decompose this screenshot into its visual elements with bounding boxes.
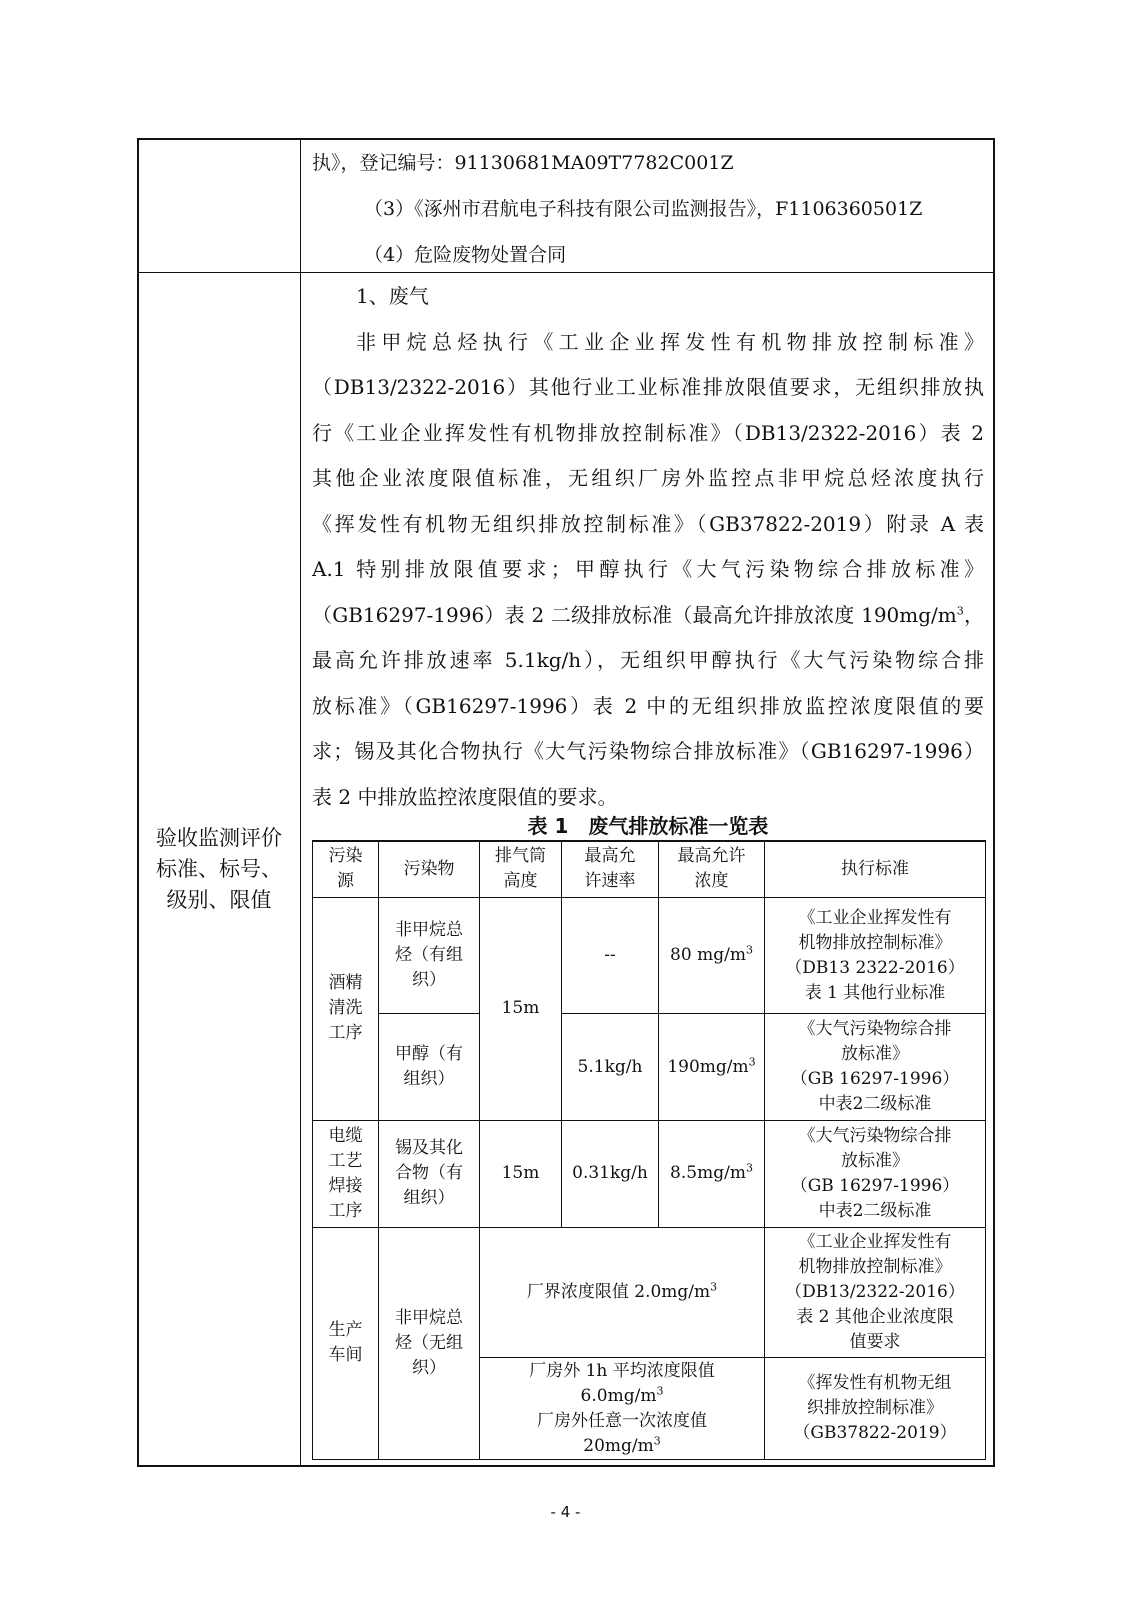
- boundary-limit-value: 厂界浓度限值 2.0mg/m: [526, 1282, 711, 1303]
- cell-source: 酒精 清洗 工序: [313, 897, 379, 1120]
- superscript: 3: [656, 1384, 664, 1398]
- section-heading: 1、废气: [356, 284, 429, 308]
- header-source: 污染 源: [313, 841, 379, 897]
- standards-text: [312, 274, 984, 820]
- superscript: 3: [653, 1434, 661, 1448]
- reference-item-3: （3）《涿州市君航电子科技有限公司监测报告》，F1106360501Z: [364, 198, 923, 220]
- cell-max-rate: --: [562, 897, 659, 1014]
- concentration-value: 8.5mg/m: [670, 1163, 746, 1184]
- body-line: 最高允许排放速率 5.1kg/h），无组织甲醇执行《大气污染物综合排: [312, 648, 984, 672]
- single-limit-value: $20mg/m^3$: [583, 1434, 661, 1456]
- header-pollutant: 污染物: [379, 841, 480, 897]
- cell-standard: 《大气污染物综合排 放标准》 （GB 16297-1996） 中表2二级标准: [765, 1014, 986, 1121]
- concentration-value: 80 mg/m: [670, 945, 746, 966]
- outside-limit-value: $6.0mg/m^3$: [580, 1384, 664, 1406]
- body-line: 求；锡及其化合物执行《大气污染物综合排放标准》（GB16297-1996）: [312, 739, 984, 763]
- cell-standard: 《挥发性有机物无组 织排放控制标准》 （GB37822-2019）: [765, 1358, 986, 1460]
- page-number: - 4 -: [550, 1503, 581, 1521]
- body-line: 放标准》（GB16297-1996）表 2 中的无组织排放监控浓度限值的要: [312, 693, 984, 718]
- cell-pollutant: 非甲烷总 烃（无组 织）: [379, 1227, 480, 1459]
- body-line: （DB13/2322-2016）其他行业工业标准排放限值要求，无组织排放执: [312, 375, 984, 399]
- body-line: A.1 特别排放限值要求；甲醇执行《大气污染物综合排放标准》: [312, 557, 984, 581]
- registration-line: 执》，登记编号：91130681MA09T7782C001Z: [312, 152, 734, 174]
- cell-pollutant: 锡及其化 合物（有 组织）: [379, 1121, 480, 1228]
- row-label-line-3: 级别、限值: [166, 888, 272, 912]
- cell-outside-limits: [480, 1358, 765, 1460]
- header-stack-height: 排气筒 高度: [480, 841, 562, 897]
- superscript: 3: [745, 943, 753, 957]
- row-label-line-2: 标准、标号、: [156, 857, 282, 881]
- body-line: [312, 593, 984, 639]
- body-line: 非甲烷总烃执行《工业企业挥发性有机物排放控制标准》: [356, 329, 984, 354]
- body-line: 行《工业企业挥发性有机物排放控制标准》（DB13/2322-2016）表 2: [312, 420, 984, 445]
- outside-limit-label: 厂房外 1h 平均浓度限值: [529, 1360, 715, 1381]
- row-label: [139, 823, 299, 916]
- superscript: 3: [748, 1055, 756, 1069]
- cell-max-rate: 0.31kg/h: [562, 1121, 659, 1228]
- cell-max-concentration: [659, 897, 765, 1014]
- cell-standard: 《工业企业挥发性有 机物排放控制标准》 （DB13 2322-2016） 表 1 其他行业标准: [765, 897, 986, 1014]
- header-max-rate: 最高允 许速率: [562, 841, 659, 897]
- cell-max-rate: 5.1kg/h: [562, 1014, 659, 1121]
- emission-standards-table: [312, 840, 986, 1460]
- cell-stack-height: 15m: [480, 1121, 562, 1228]
- body-line: 表 2 中排放监控浓度限值的要求。: [312, 784, 618, 809]
- cell-source: 电缆 工艺 焊接 工序: [313, 1121, 379, 1228]
- row-label-line-1: 验收监测评价: [156, 826, 282, 850]
- cell-standard: 《工业企业挥发性有 机物排放控制标准》 （DB13/2322-2016） 表 2 其他企业浓度限 值要求: [765, 1227, 986, 1358]
- cell-source: 生产 车间: [313, 1227, 379, 1459]
- cell-max-concentration: [659, 1014, 765, 1121]
- column-divider: [300, 138, 301, 1467]
- top-cell: [312, 140, 984, 278]
- body-line: 《挥发性有机物无组织排放控制标准》（GB37822-2019）附录 A 表: [312, 511, 984, 536]
- cell-pollutant: 甲醇（有 组织）: [379, 1014, 480, 1121]
- body-line-tail: ，: [963, 602, 984, 627]
- superscript: 3: [745, 1161, 753, 1175]
- cell-max-concentration: [659, 1121, 765, 1228]
- cell-standard: 《大气污染物综合排 放标准》 （GB 16297-1996） 中表2二级标准: [765, 1121, 986, 1228]
- single-limit-label: 厂房外任意一次浓度值: [537, 1410, 707, 1431]
- table-caption: 表 1 废气排放标准一览表: [527, 814, 769, 838]
- body-line-text: （GB16297-1996）表 2 二级排放标准（最高允许排放浓度 190mg/m: [312, 602, 957, 627]
- concentration-value: 190mg/m: [667, 1056, 749, 1077]
- superscript: 3: [710, 1280, 718, 1294]
- superscript: 3: [956, 603, 964, 617]
- header-max-concentration: 最高允许 浓度: [659, 841, 765, 897]
- header-standard: 执行标准: [765, 841, 986, 897]
- cell-boundary-limit: [480, 1227, 765, 1358]
- reference-item-4: （4）危险废物处置合同: [364, 244, 567, 266]
- body-line: 其他企业浓度限值标准，无组织厂房外监控点非甲烷总烃浓度执行: [312, 466, 984, 490]
- cell-pollutant: 非甲烷总 烃（有组 织）: [379, 897, 480, 1014]
- cell-stack-height: 15m: [480, 897, 562, 1120]
